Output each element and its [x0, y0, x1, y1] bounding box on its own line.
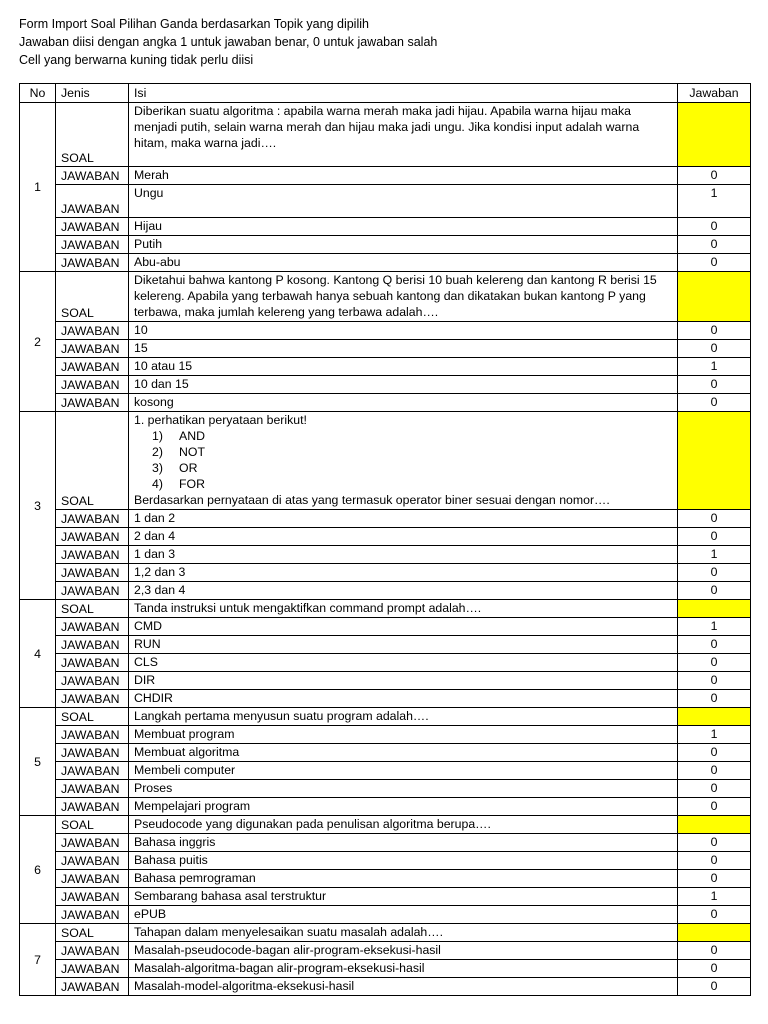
type-cell: JAWABAN [56, 218, 129, 236]
answer-text[interactable]: Membuat program [129, 726, 678, 744]
table-row [20, 358, 751, 376]
type-cell: JAWABAN [56, 340, 129, 358]
answer-text[interactable]: 10 [129, 322, 678, 340]
answer-value[interactable]: 0 [678, 780, 751, 798]
table-row [20, 185, 751, 218]
answer-value[interactable]: 1 [678, 358, 751, 376]
type-cell: JAWABAN [56, 636, 129, 654]
answer-text[interactable]: Putih [129, 236, 678, 254]
answer-text[interactable]: 10 atau 15 [129, 358, 678, 376]
answer-value[interactable]: 0 [678, 322, 751, 340]
answer-value[interactable]: 0 [678, 870, 751, 888]
answer-value[interactable]: 0 [678, 798, 751, 816]
answer-value[interactable]: 0 [678, 834, 751, 852]
table-row [20, 510, 751, 528]
type-cell: JAWABAN [56, 780, 129, 798]
type-cell: JAWABAN [56, 762, 129, 780]
answer-value[interactable]: 0 [678, 167, 751, 185]
type-cell: JAWABAN [56, 870, 129, 888]
question-text[interactable]: Tanda instruksi untuk mengaktifkan command prompt adalah…. [129, 600, 678, 618]
instruction-line: Jawaban diisi dengan angka 1 untuk jawaban benar, 0 untuk jawaban salah [19, 35, 438, 49]
answer-cell [678, 924, 751, 942]
answer-value[interactable]: 0 [678, 218, 751, 236]
statement-intro: 1. perhatikan peryataan berikut! [134, 413, 307, 427]
type-cell: SOAL [56, 412, 129, 510]
type-cell: SOAL [56, 708, 129, 726]
type-cell: JAWABAN [56, 618, 129, 636]
col-header-jenis: Jenis [56, 84, 129, 103]
question-text[interactable]: Tahapan dalam menyelesaikan suatu masalah adalah…. [129, 924, 678, 942]
type-cell: JAWABAN [56, 564, 129, 582]
question-text[interactable]: Diketahui bahwa kantong P kosong. Kantong Q berisi 10 buah kelereng dan kantong R berisi 15 kelereng. Apabila yang terbawah hanya sebuah kantong dan dikatakan bukan kantong P yang terbawa, maka jumlah kelereng yang terbawa adalah…. [129, 272, 678, 322]
table-row [20, 690, 751, 708]
answer-value[interactable]: 1 [678, 618, 751, 636]
question-number: 1 [20, 103, 56, 272]
type-cell: JAWABAN [56, 582, 129, 600]
table-row [20, 582, 751, 600]
type-cell: JAWABAN [56, 672, 129, 690]
answer-value[interactable]: 0 [678, 690, 751, 708]
table-row [20, 167, 751, 185]
type-cell: SOAL [56, 103, 129, 167]
answer-value[interactable]: 0 [678, 906, 751, 924]
answer-value[interactable]: 0 [678, 942, 751, 960]
type-cell: JAWABAN [56, 546, 129, 564]
answer-value[interactable]: 1 [678, 726, 751, 744]
table-row [20, 272, 751, 322]
type-cell: JAWABAN [56, 852, 129, 870]
answer-cell [678, 272, 751, 322]
type-cell: JAWABAN [56, 528, 129, 546]
table-header-row [20, 84, 751, 103]
answer-value[interactable]: 0 [678, 394, 751, 412]
type-cell: JAWABAN [56, 726, 129, 744]
type-cell: JAWABAN [56, 185, 129, 218]
list-item: 2) NOT [152, 445, 205, 459]
list-item: 4) FOR [152, 477, 205, 491]
type-cell: SOAL [56, 816, 129, 834]
answer-text[interactable]: RUN [129, 636, 678, 654]
type-cell: JAWABAN [56, 888, 129, 906]
question-number: 2 [20, 272, 56, 412]
question-number: 7 [20, 924, 56, 996]
type-cell: SOAL [56, 600, 129, 618]
answer-value[interactable]: 0 [678, 340, 751, 358]
table-row [20, 906, 751, 924]
type-cell: JAWABAN [56, 906, 129, 924]
type-cell: JAWABAN [56, 510, 129, 528]
question-text[interactable]: Langkah pertama menyusun suatu program adalah…. [129, 708, 678, 726]
col-header-no: No [20, 84, 56, 103]
answer-text[interactable]: 1,2 dan 3 [129, 564, 678, 582]
table-row [20, 340, 751, 358]
answer-text[interactable]: 10 dan 15 [129, 376, 678, 394]
answer-value[interactable]: 0 [678, 672, 751, 690]
statement-list [134, 412, 672, 508]
question-number: 5 [20, 708, 56, 816]
answer-text[interactable]: Abu-abu [129, 254, 678, 272]
table-row [20, 672, 751, 690]
answer-text[interactable]: 1 dan 3 [129, 546, 678, 564]
table-row [20, 394, 751, 412]
form-instructions [19, 15, 749, 69]
answer-value[interactable]: 0 [678, 510, 751, 528]
type-cell: JAWABAN [56, 322, 129, 340]
answer-value[interactable]: 0 [678, 528, 751, 546]
answer-text[interactable]: Mempelajari program [129, 798, 678, 816]
table-row [20, 798, 751, 816]
type-cell: JAWABAN [56, 654, 129, 672]
table-row [20, 960, 751, 978]
answer-text[interactable]: Bahasa inggris [129, 834, 678, 852]
table-row [20, 254, 751, 272]
table-row [20, 870, 751, 888]
col-header-isi: Isi [129, 84, 678, 103]
answer-value[interactable]: 1 [678, 888, 751, 906]
table-row [20, 654, 751, 672]
table-row [20, 924, 751, 942]
answer-value[interactable]: 0 [678, 762, 751, 780]
answer-value[interactable]: 0 [678, 254, 751, 272]
table-row [20, 834, 751, 852]
answer-value[interactable]: 1 [678, 546, 751, 564]
answer-cell [678, 708, 751, 726]
type-cell: JAWABAN [56, 690, 129, 708]
table-row [20, 322, 751, 340]
answer-text[interactable]: Bahasa puitis [129, 852, 678, 870]
table-row [20, 564, 751, 582]
table-row [20, 978, 751, 996]
answer-text[interactable]: 15 [129, 340, 678, 358]
instruction-line: Cell yang berwarna kuning tidak perlu diisi [19, 53, 254, 67]
answer-value[interactable]: 0 [678, 852, 751, 870]
answer-text[interactable]: Membeli computer [129, 762, 678, 780]
col-header-jawaban: Jawaban [678, 84, 751, 103]
answer-text[interactable]: 2,3 dan 4 [129, 582, 678, 600]
answer-cell [678, 816, 751, 834]
table-row [20, 942, 751, 960]
answer-text[interactable]: Hijau [129, 218, 678, 236]
answer-text[interactable]: Sembarang bahasa asal terstruktur [129, 888, 678, 906]
answer-text[interactable]: DIR [129, 672, 678, 690]
answer-text[interactable]: Ungu [129, 185, 678, 218]
answer-value[interactable]: 0 [678, 654, 751, 672]
answer-text[interactable]: Membuat algoritma [129, 744, 678, 762]
table-row [20, 103, 751, 167]
answer-text[interactable]: 1 dan 2 [129, 510, 678, 528]
table-row [20, 600, 751, 618]
table-row [20, 412, 751, 510]
answer-cell [678, 600, 751, 618]
question-number: 3 [20, 412, 56, 600]
answer-value[interactable]: 0 [678, 978, 751, 996]
answer-text[interactable]: ePUB [129, 906, 678, 924]
type-cell: SOAL [56, 272, 129, 322]
table-row [20, 708, 751, 726]
table-row [20, 546, 751, 564]
table-row [20, 218, 751, 236]
question-number: 6 [20, 816, 56, 924]
question-text[interactable]: Pseudocode yang digunakan pada penulisan algoritma berupa…. [129, 816, 678, 834]
question-text[interactable] [129, 412, 678, 510]
answer-value[interactable]: 0 [678, 960, 751, 978]
table-row [20, 528, 751, 546]
table-row [20, 236, 751, 254]
type-cell: JAWABAN [56, 167, 129, 185]
table-row [20, 744, 751, 762]
question-text[interactable]: Diberikan suatu algoritma : apabila warna merah maka jadi hijau. Apabila warna hijau maka menjadi putih, selain warna merah dan hijau maka jadi ungu. Jika kondisi input adalah warna hitam, maka warna jadi…. [129, 103, 678, 167]
type-cell: JAWABAN [56, 942, 129, 960]
question-number: 4 [20, 600, 56, 708]
table-row [20, 816, 751, 834]
answer-text[interactable]: Masalah-pseudocode-bagan alir-program-eksekusi-hasil [129, 942, 678, 960]
answer-text[interactable]: 2 dan 4 [129, 528, 678, 546]
answer-value[interactable]: 0 [678, 744, 751, 762]
answer-text[interactable]: Masalah-algoritma-bagan alir-program-eksekusi-hasil [129, 960, 678, 978]
type-cell: JAWABAN [56, 834, 129, 852]
type-cell: SOAL [56, 924, 129, 942]
answer-text[interactable]: Proses [129, 780, 678, 798]
answer-value[interactable]: 1 [678, 185, 751, 218]
answer-text[interactable]: Bahasa pemrograman [129, 870, 678, 888]
answer-value[interactable]: 0 [678, 636, 751, 654]
list-item: 3) OR [152, 461, 198, 475]
table-row [20, 618, 751, 636]
table-row [20, 780, 751, 798]
type-cell: JAWABAN [56, 744, 129, 762]
table-row [20, 376, 751, 394]
type-cell: JAWABAN [56, 358, 129, 376]
type-cell: JAWABAN [56, 236, 129, 254]
answer-text[interactable]: kosong [129, 394, 678, 412]
answer-text[interactable]: Masalah-model-algoritma-eksekusi-hasil [129, 978, 678, 996]
answer-cell [678, 412, 751, 510]
type-cell: JAWABAN [56, 960, 129, 978]
type-cell: JAWABAN [56, 798, 129, 816]
question-table [19, 83, 751, 996]
list-item: 1) AND [152, 429, 205, 443]
type-cell: JAWABAN [56, 254, 129, 272]
answer-text[interactable]: CHDIR [129, 690, 678, 708]
form-title: Form Import Soal Pilihan Ganda berdasarkan Topik yang dipilih [19, 17, 369, 31]
answer-value[interactable]: 0 [678, 376, 751, 394]
table-row [20, 852, 751, 870]
answer-value[interactable]: 0 [678, 564, 751, 582]
type-cell: JAWABAN [56, 376, 129, 394]
answer-text[interactable]: CLS [129, 654, 678, 672]
answer-text[interactable]: CMD [129, 618, 678, 636]
answer-cell [678, 103, 751, 167]
type-cell: JAWABAN [56, 978, 129, 996]
type-cell: JAWABAN [56, 394, 129, 412]
table-row [20, 762, 751, 780]
table-row [20, 888, 751, 906]
table-row [20, 726, 751, 744]
table-row [20, 636, 751, 654]
statement-question: Berdasarkan pernyataan di atas yang termasuk operator biner sesuai dengan nomor…. [134, 493, 610, 507]
answer-value[interactable]: 0 [678, 582, 751, 600]
answer-value[interactable]: 0 [678, 236, 751, 254]
answer-text[interactable]: Merah [129, 167, 678, 185]
